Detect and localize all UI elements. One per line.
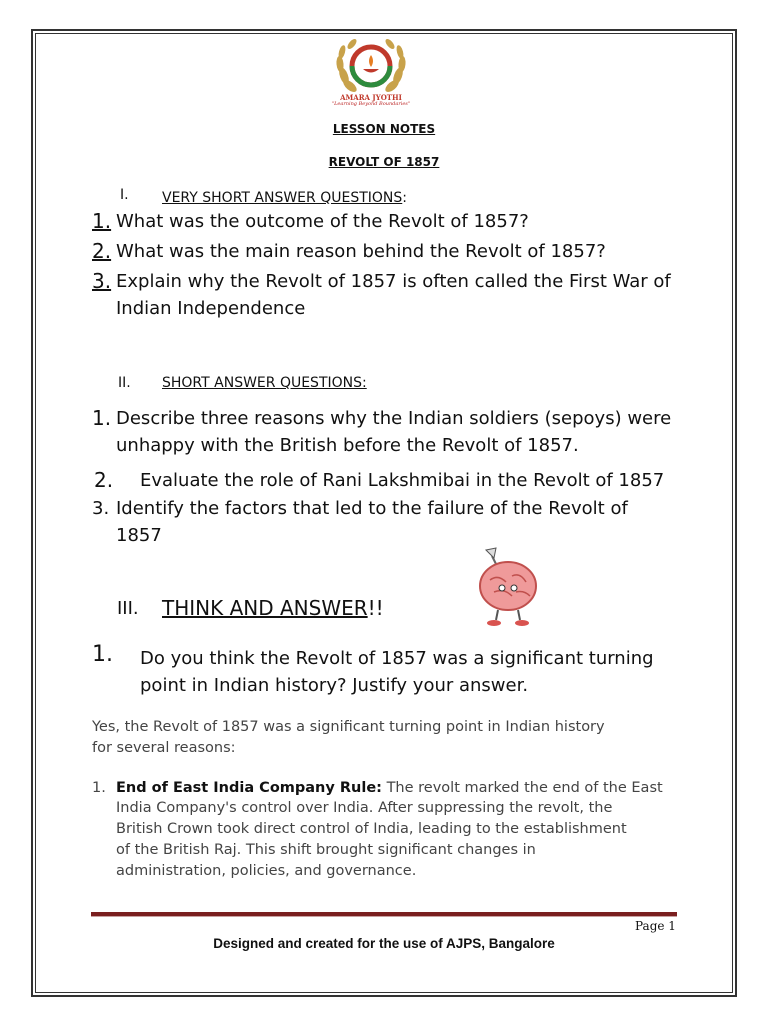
s1-q2-number: 2. (92, 239, 112, 263)
section3-numeral: III. (117, 598, 139, 619)
thinking-brain-illustration (472, 546, 542, 628)
s1-q3-number: 3. (92, 269, 112, 293)
s3-q1-number: 1. (92, 642, 113, 667)
s2-q3-number: 3. (92, 498, 110, 519)
s2-q3-text-cont: 1857 (116, 525, 162, 546)
logo-school-name: AMARA JYOTHI (340, 93, 402, 102)
s2-q2-number: 2. (94, 468, 114, 492)
page-number: Page 1 (635, 919, 676, 933)
footer-credit: Designed and created for the use of AJPS, Bangalore (213, 936, 555, 951)
section1-heading-text: VERY SHORT ANSWER QUESTIONS (162, 190, 403, 206)
section2-heading: SHORT ANSWER QUESTIONS: (162, 375, 367, 391)
s1-q2-text: What was the main reason behind the Revolt of 1857? (116, 241, 606, 262)
s2-q1-number: 1. (92, 406, 112, 430)
s2-q1-text-cont: unhappy with the British before the Revolt of 1857. (116, 435, 579, 456)
section3-heading (162, 596, 384, 620)
section3-heading-text: THINK AND ANSWER (162, 596, 368, 620)
s3-q1-text-cont: point in Indian history? Justify your answer. (140, 675, 529, 696)
section1-colon: : (402, 190, 407, 206)
answer-point1-bold: End of East India Company Rule: (116, 780, 382, 796)
topic-title: REVOLT OF 1857 (328, 155, 440, 169)
footer-rule-shadow (91, 916, 677, 917)
section2-numeral: II. (118, 375, 131, 391)
section3-exclaim: !! (367, 596, 384, 620)
s3-q1-text: Do you think the Revolt of 1857 was a significant turning (140, 648, 654, 669)
s1-q3-text: Explain why the Revolt of 1857 is often called the First War of (116, 271, 671, 292)
s1-q1-text: What was the outcome of the Revolt of 1857? (116, 211, 529, 232)
answer-intro-line1: Yes, the Revolt of 1857 was a significant turning point in Indian history (92, 719, 605, 735)
lesson-notes-title: LESSON NOTES (332, 122, 436, 136)
section1-numeral: I. (120, 187, 129, 203)
section1-heading (162, 187, 407, 206)
answer-point1-number: 1. (92, 780, 106, 796)
s2-q3-text: Identify the factors that led to the failure of the Revolt of (116, 498, 628, 519)
answer-point1-line5: administration, policies, and governance. (116, 863, 417, 879)
answer-point1-line3: British Crown took direct control of India, leading to the establishment (116, 821, 627, 837)
s2-q1-text: Describe three reasons why the Indian soldiers (sepoys) were (116, 408, 672, 429)
answer-point1-line4: of the British Raj. This shift brought significant changes in (116, 842, 536, 858)
answer-intro-line2: for several reasons: (92, 740, 236, 756)
logo-tagline: "Learning Beyond Boundaries" (331, 101, 411, 107)
answer-point1-rest: The revolt marked the end of the East (381, 780, 663, 796)
s1-q3-text-cont: Indian Independence (116, 298, 306, 319)
answer-point1-line1 (116, 780, 663, 796)
s1-q1-number: 1. (92, 209, 112, 233)
answer-point1-line2: India Company's control over India. After suppressing the revolt, the (116, 800, 613, 816)
s2-q2-text: Evaluate the role of Rani Lakshmibai in the Revolt of 1857 (140, 470, 665, 491)
